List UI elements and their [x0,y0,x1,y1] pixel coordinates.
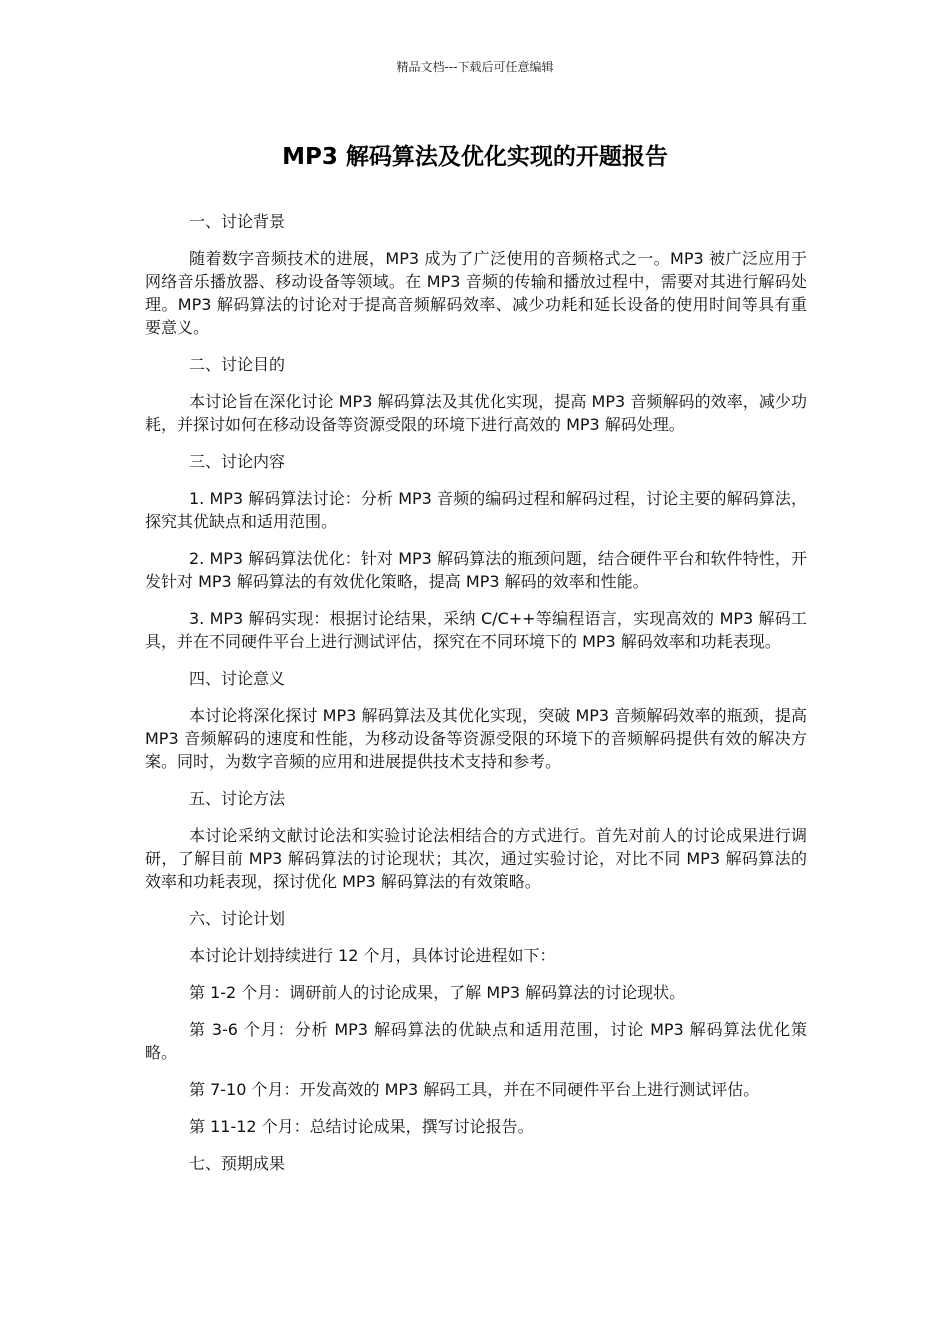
paragraph: 随着数字音频技术的进展，MP3 成为了广泛使用的音频格式之一。MP3 被广泛应用于网络音乐播放器、移动设备等领域。在 MP3 音频的传输和播放过程中，需要对其进行解码处理。MP3 解码算法的讨论对于提高音频解码效率、减少功耗和延长设备的使用时间等具有重要意义。 [145,249,807,337]
section-heading: 一、讨论背景 [189,212,286,231]
section-content [145,450,807,653]
section-method [145,787,807,893]
section-expected-results [145,1152,807,1175]
plan-item: 第 7-10 个月：开发高效的 MP3 解码工具，并在不同硬件平台上进行测试评估。 [189,1080,760,1099]
plan-item: 第 1-2 个月：调研前人的讨论成果，了解 MP3 解码算法的讨论现状。 [189,983,686,1002]
page-header-note: 精品文档---下载后可任意编辑 [396,60,554,74]
section-heading: 七、预期成果 [189,1154,286,1173]
section-background [145,210,807,339]
plan-item: 第 11-12 个月：总结讨论成果，撰写讨论报告。 [189,1117,534,1136]
section-heading: 五、讨论方法 [189,789,286,808]
section-heading: 三、讨论内容 [189,452,286,471]
paragraph: 本讨论将深化探讨 MP3 解码算法及其优化实现，突破 MP3 音频解码效率的瓶颈，提高 MP3 音频解码的速度和性能，为移动设备等资源受限的环境下的音频解码提供有效的解决方案。同时，为数字音频的应用和进展提供技术支持和参考。 [145,706,807,771]
section-plan [145,907,807,1138]
section-heading: 六、讨论计划 [189,909,286,928]
section-heading: 二、讨论目的 [189,355,286,374]
section-significance [145,667,807,773]
plan-item: 第 3-6 个月：分析 MP3 解码算法的优缺点和适用范围，讨论 MP3 解码算法优化策略。 [145,1020,807,1062]
paragraph: 3. MP3 解码实现：根据讨论结果，采纳 C/C++等编程语言，实现高效的 MP3 解码工具，并在不同硬件平台上进行测试评估，探究在不同环境下的 MP3 解码效率和功耗表现。 [145,609,807,651]
document-body [145,210,807,1189]
paragraph: 本讨论旨在深化讨论 MP3 解码算法及其优化实现，提高 MP3 音频解码的效率，减少功耗，并探讨如何在移动设备等资源受限的环境下进行高效的 MP3 解码处理。 [145,392,807,434]
section-heading: 四、讨论意义 [189,669,286,688]
paragraph: 本讨论计划持续进行 12 个月，具体讨论进程如下： [189,946,556,965]
document-title: MP3 解码算法及优化实现的开题报告 [282,144,668,170]
section-purpose [145,353,807,436]
paragraph: 本讨论采纳文献讨论法和实验讨论法相结合的方式进行。首先对前人的讨论成果进行调研，了解目前 MP3 解码算法的讨论现状；其次，通过实验讨论，对比不同 MP3 解码算法的效率和功耗表现，探讨优化 MP3 解码算法的有效策略。 [145,826,807,891]
paragraph: 2. MP3 解码算法优化：针对 MP3 解码算法的瓶颈问题，结合硬件平台和软件特性，开发针对 MP3 解码算法的有效优化策略，提高 MP3 解码的效率和性能。 [145,549,807,591]
paragraph: 1. MP3 解码算法讨论：分析 MP3 音频的编码过程和解码过程，讨论主要的解码算法，探究其优缺点和适用范围。 [145,489,807,531]
